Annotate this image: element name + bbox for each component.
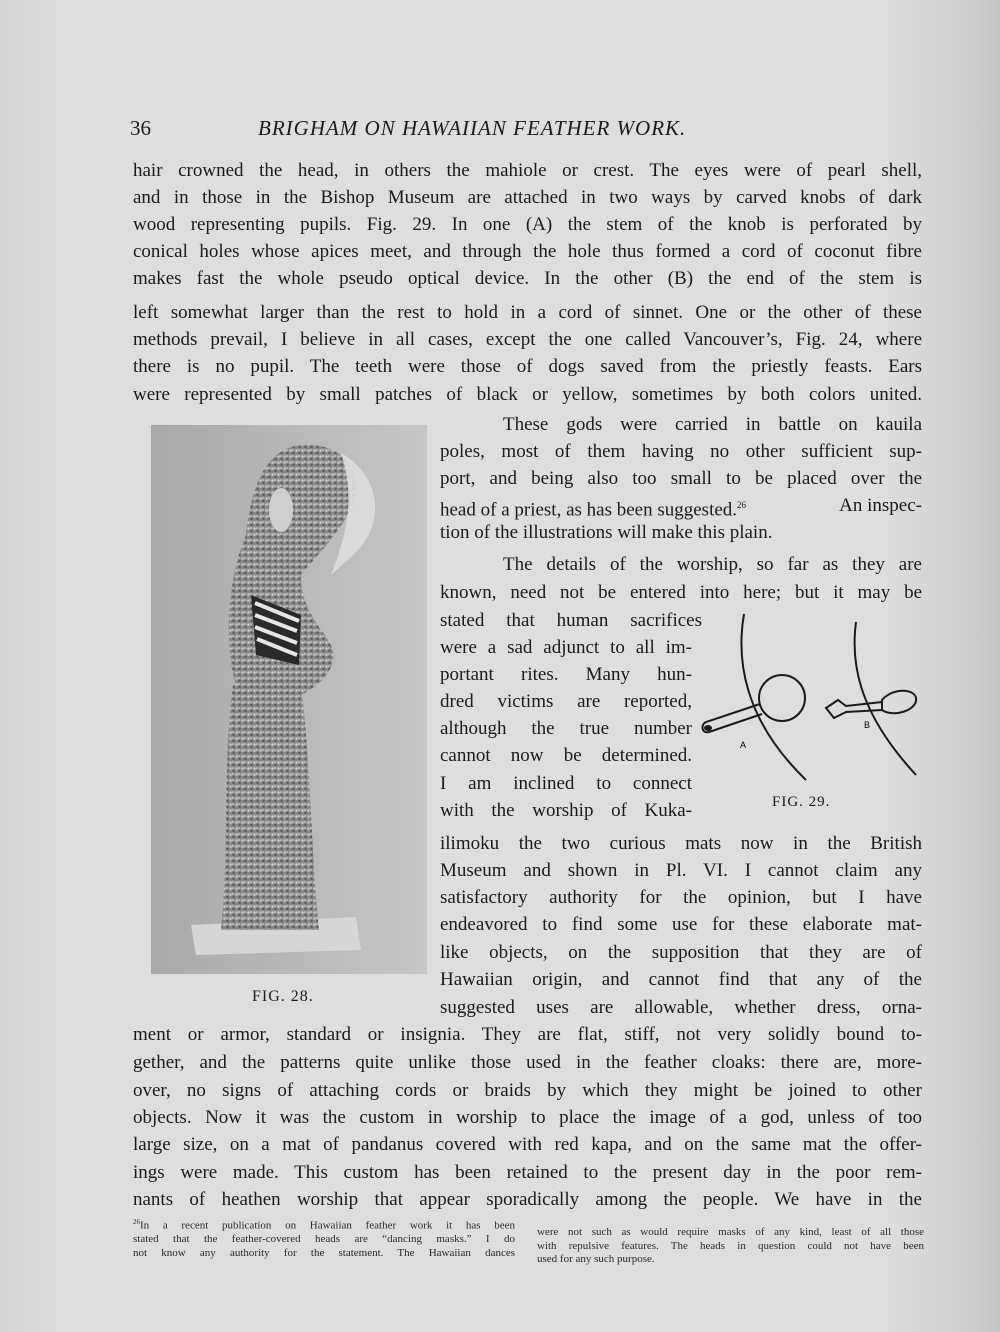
footnote-line: not know any authority for the statement. The Hawaiian dances	[133, 1246, 515, 1259]
text-line: objects. Now it was the custom in worship to place the image of a god, unless of too	[133, 1107, 922, 1128]
text-line: large size, on a mat of pandanus covered with red kapa, and on the same mat the offer-	[133, 1134, 922, 1155]
footnote-line: with repulsive features. The heads in question could not have been	[537, 1239, 924, 1252]
figure-29-caption: FIG. 29.	[772, 794, 831, 810]
text-line: gether, and the patterns quite unlike those used in the feather cloaks: there are, more-	[133, 1052, 922, 1073]
text-line: over, no signs of attaching cords or braids by which they might be joined to other	[133, 1080, 922, 1101]
text-line: stated that human sacrifices	[440, 610, 702, 631]
text-line: cannot now be determined.	[440, 745, 692, 766]
text-line: Hawaiian origin, and cannot find that any of the	[440, 969, 922, 990]
text-line: hair crowned the head, in others the mahiole or crest. The eyes were of pearl shell,	[133, 160, 922, 181]
text-line: These gods were carried in battle on kauila	[503, 414, 922, 435]
text-line: left somewhat larger than the rest to hold in a cord of sinnet. One or the other of these	[133, 302, 922, 323]
page-header	[130, 116, 930, 150]
text-line: like objects, on the supposition that they are of	[440, 942, 922, 963]
footnote-line: stated that the feather-covered heads are “dancing masks.” I do	[133, 1233, 515, 1246]
text-line: methods prevail, I believe in all cases, except the one called Vancouver’s, Fig. 24, where	[133, 329, 922, 350]
text-line: portant rites. Many hun-	[440, 664, 692, 685]
text-line: tion of the illustrations will make this plain.	[440, 522, 773, 543]
footnote-left-column	[133, 1216, 515, 1260]
text-line: known, need not be entered into here; but it may be	[440, 582, 922, 603]
footnote-marker: 26	[133, 1218, 140, 1226]
text-line: and in those in the Bishop Museum are attached in two ways by carved knobs of dark	[133, 187, 922, 208]
page-number: 36	[130, 116, 151, 140]
text-line: there is no pupil. The teeth were those of dogs saved from the priestly feasts. Ears	[133, 356, 922, 377]
text-line: dred victims are reported,	[440, 691, 692, 712]
text-line: were a sad adjunct to all im-	[440, 637, 692, 658]
figure-29-drawing	[696, 600, 926, 790]
footnote-line	[133, 1216, 515, 1233]
text-line: were represented by small patches of black or yellow, sometimes by both colors united.	[133, 384, 922, 405]
figure-29-label-b: B	[864, 720, 871, 730]
text-line: ment or armor, standard or insignia. They are flat, stiff, not very solidly bound to-	[133, 1024, 922, 1045]
text-line: I am inclined to connect	[440, 773, 692, 794]
footnote-text: In a recent publication on Hawaiian feather work it has been	[140, 1219, 515, 1232]
footnote-line: were not such as would require masks of any kind, least of all those	[537, 1226, 924, 1238]
figure-29-label-a: A	[740, 740, 747, 750]
figure-28-photo	[151, 425, 427, 974]
text-line: The details of the worship, so far as they are	[503, 554, 922, 575]
text-line: satisfactory authority for the opinion, but I have	[440, 887, 922, 908]
text-line: with the worship of Kuka-	[440, 800, 692, 821]
text-line: nants of heathen worship that appear sporadically among the people. We have in the	[133, 1189, 922, 1210]
running-head: BRIGHAM ON HAWAIIAN FEATHER WORK.	[258, 116, 687, 140]
text-line: ilimoku the two curious mats now in the British	[440, 833, 922, 854]
footnote-line: used for any such purpose.	[537, 1253, 655, 1265]
text-line: Museum and shown in Pl. VI. I cannot claim any	[440, 860, 922, 881]
text-line: endeavored to find some use for these elaborate mat-	[440, 914, 922, 935]
text-line: although the true number	[440, 718, 692, 739]
text-line: wood representing pupils. Fig. 29. In one (A) the stem of the knob is perforated by	[133, 214, 922, 235]
footnote-right-column	[537, 1226, 924, 1267]
text-line: ings were made. This custom has been retained to the present day in the poor rem-	[133, 1162, 922, 1183]
figure-28-caption: FIG. 28.	[252, 988, 314, 1005]
text-line: makes fast the whole pseudo optical device. In the other (B) the end of the stem is	[133, 268, 922, 289]
text-line: poles, most of them having no other sufficient sup-	[440, 441, 922, 462]
text-line: suggested uses are allowable, whether dress, orna-	[440, 997, 922, 1018]
text-segment: head of a priest, as has been suggested.	[440, 499, 738, 521]
text-line: conical holes whose apices meet, and through the hole thus formed a cord of coconut fibre	[133, 241, 922, 262]
footnote-ref: 26	[737, 500, 747, 510]
feather-god-image	[151, 425, 427, 974]
text-line: port, and being also too small to be placed over the	[440, 468, 922, 489]
text-segment: An inspec-	[839, 495, 922, 516]
